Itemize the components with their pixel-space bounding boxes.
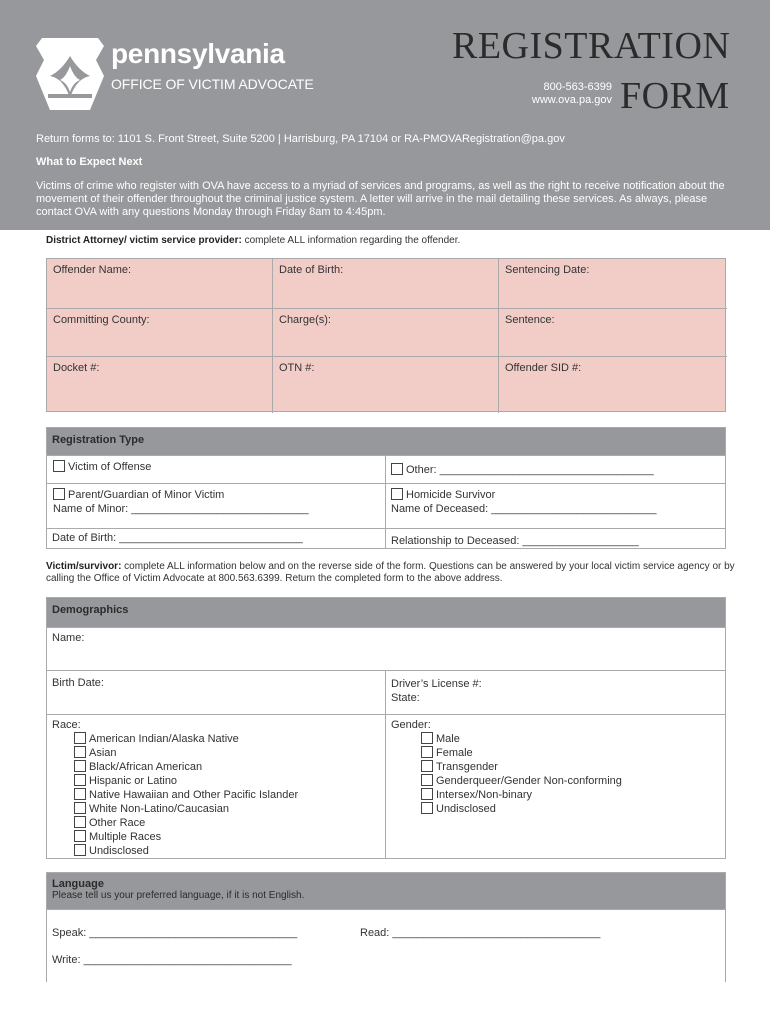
language-header <box>47 873 725 909</box>
otn-field[interactable]: OTN #: <box>273 357 499 413</box>
speak-field[interactable]: Speak: __________________________________ <box>52 927 298 939</box>
gender-option[interactable] <box>391 774 720 788</box>
demographics-section <box>46 597 726 859</box>
website-url: www.ova.pa.gov <box>531 94 612 106</box>
race-option[interactable] <box>52 746 380 760</box>
da-instruction-bold: District Attorney/ victim service provider: <box>46 235 242 246</box>
gender-label: Gender: <box>391 719 431 731</box>
race-checkbox[interactable] <box>74 788 86 800</box>
write-field[interactable]: Write: __________________________________ <box>52 954 292 966</box>
gender-option-label: Female <box>436 747 473 759</box>
other-cell <box>386 456 725 483</box>
gender-checkbox[interactable] <box>421 802 433 814</box>
gender-option-label: Male <box>436 733 460 745</box>
form-title-line2: FORM <box>620 75 730 117</box>
race-checkbox[interactable] <box>74 830 86 842</box>
gender-option[interactable] <box>391 760 720 774</box>
committing-county-field[interactable]: Committing County: <box>47 309 273 357</box>
race-option-label: Native Hawaiian and Other Pacific Islander <box>89 789 299 801</box>
name-of-minor-field[interactable]: Name of Minor: _____________________________ <box>53 503 309 515</box>
victim-of-offense-checkbox[interactable] <box>53 460 65 472</box>
victim-survivor-instruction-bold: Victim/survivor: <box>46 561 122 572</box>
gender-checkbox[interactable] <box>421 774 433 786</box>
other-label[interactable]: Other: ___________________________________ <box>406 464 654 476</box>
race-checkbox[interactable] <box>74 816 86 828</box>
return-address: Return forms to: 1101 S. Front Street, Suite 5200 | Harrisburg, PA 17104 or RA-PMOVARegistration@pa.gov <box>36 133 565 145</box>
docket-field[interactable]: Docket #: <box>47 357 273 413</box>
race-option-label: Other Race <box>89 817 146 829</box>
gender-option-label: Transgender <box>436 761 498 773</box>
da-instruction-text: complete ALL information regarding the offender. <box>241 235 461 246</box>
race-option[interactable] <box>52 788 380 802</box>
da-instruction <box>46 235 460 246</box>
gender-option-label: Undisclosed <box>436 803 496 815</box>
expect-text: Victims of crime who register with OVA have access to a myriad of services and programs, as well as the right to receive notification about the movement of their offender throughout the criminal justice system. A letter will arrive in the mail detailing these services. As always, please contact OVA with any questions Monday through Friday 8am to 4:45pm. <box>36 180 725 218</box>
victim-survivor-instruction-text: complete ALL information below and on the reverse side of the form. Questions can be answered by your local victim service agency or by calling the Office of Victim Advocate at 800.563.6399. Return the completed form to the above address. <box>46 561 735 584</box>
registration-type-title: Registration Type <box>47 428 725 455</box>
language-title: Language <box>52 878 104 890</box>
race-option-label: Multiple Races <box>89 831 162 843</box>
race-checkbox[interactable] <box>74 844 86 856</box>
drivers-license-field[interactable]: Driver’s License #: <box>391 678 482 690</box>
state-field[interactable]: State: <box>391 692 420 704</box>
parent-guardian-label: Parent/Guardian of Minor Victim <box>68 489 225 501</box>
race-option-label: Undisclosed <box>89 845 149 857</box>
victim-dob-field[interactable]: Date of Birth: ______________________________ <box>47 529 386 548</box>
sentence-field[interactable]: Sentence: <box>499 309 727 357</box>
race-option[interactable] <box>52 802 380 816</box>
parent-guardian-checkbox[interactable] <box>53 488 65 500</box>
homicide-survivor-cell <box>386 484 725 528</box>
offender-sid-field[interactable]: Offender SID #: <box>505 362 582 374</box>
race-option[interactable] <box>52 844 380 858</box>
race-option[interactable] <box>52 774 380 788</box>
birth-date-field[interactable]: Birth Date: <box>47 671 386 714</box>
gender-checkbox[interactable] <box>421 746 433 758</box>
header-band <box>0 0 770 230</box>
gender-option[interactable] <box>391 732 720 746</box>
language-subtitle: Please tell us your preferred language, if it is not English. <box>52 890 305 901</box>
read-field[interactable]: Read: __________________________________ <box>360 927 601 939</box>
relationship-field[interactable]: Relationship to Deceased: ___________________ <box>391 535 639 547</box>
gender-option-label: Genderqueer/Gender Non-conforming <box>436 775 622 787</box>
homicide-survivor-label: Homicide Survivor <box>406 489 496 501</box>
keystone-logo-icon <box>34 36 106 112</box>
victim-of-offense-cell <box>47 456 386 483</box>
race-option-label: White Non-Latino/Caucasian <box>89 803 230 815</box>
form-title-line1: REGISTRATION <box>452 25 731 67</box>
gender-option[interactable] <box>391 802 720 816</box>
race-option[interactable] <box>52 760 380 774</box>
race-option[interactable] <box>52 732 380 746</box>
race-cell <box>47 715 386 858</box>
race-option-label: Asian <box>89 747 117 759</box>
offender-name-field[interactable]: Offender Name: <box>47 259 273 309</box>
victim-survivor-instruction <box>46 561 736 585</box>
drivers-license-cell <box>386 671 725 714</box>
gender-checkbox[interactable] <box>421 732 433 744</box>
parent-guardian-cell <box>47 484 386 528</box>
gender-option-label: Intersex/Non-binary <box>436 789 532 801</box>
gender-cell <box>386 715 725 858</box>
race-option-label: Hispanic or Latino <box>89 775 178 787</box>
race-option-label: American Indian/Alaska Native <box>89 733 239 745</box>
race-label: Race: <box>52 719 81 731</box>
gender-option[interactable] <box>391 746 720 760</box>
race-option[interactable] <box>52 830 380 844</box>
race-checkbox[interactable] <box>74 802 86 814</box>
brand-name: pennsylvania <box>111 38 285 69</box>
race-checkbox[interactable] <box>74 732 86 744</box>
gender-option[interactable] <box>391 788 720 802</box>
race-checkbox[interactable] <box>74 746 86 758</box>
demographics-title: Demographics <box>47 598 725 627</box>
name-of-deceased-field[interactable]: Name of Deceased: ___________________________ <box>391 503 657 515</box>
registration-type-section <box>46 427 726 549</box>
phone-number: 800-563-6399 <box>543 81 612 93</box>
expect-title: What to Expect Next <box>36 156 143 168</box>
victim-of-offense-label: Victim of Offense <box>68 461 152 473</box>
sentencing-date-field[interactable]: Sentencing Date: <box>499 259 727 309</box>
homicide-survivor-checkbox[interactable] <box>391 488 403 500</box>
office-name: OFFICE OF VICTIM ADVOCATE <box>111 76 314 92</box>
language-section <box>46 872 726 982</box>
charges-field[interactable]: Charge(s): <box>273 309 499 357</box>
other-checkbox[interactable] <box>391 463 403 475</box>
gender-checkbox[interactable] <box>421 760 433 772</box>
offender-info-grid <box>46 258 726 412</box>
race-checkbox[interactable] <box>74 760 86 772</box>
race-checkbox[interactable] <box>74 774 86 786</box>
race-option-label: Black/African American <box>89 761 203 773</box>
offender-dob-field[interactable]: Date of Birth: <box>273 259 499 309</box>
name-field[interactable]: Name: <box>52 632 85 644</box>
gender-checkbox[interactable] <box>421 788 433 800</box>
race-option[interactable] <box>52 816 380 830</box>
